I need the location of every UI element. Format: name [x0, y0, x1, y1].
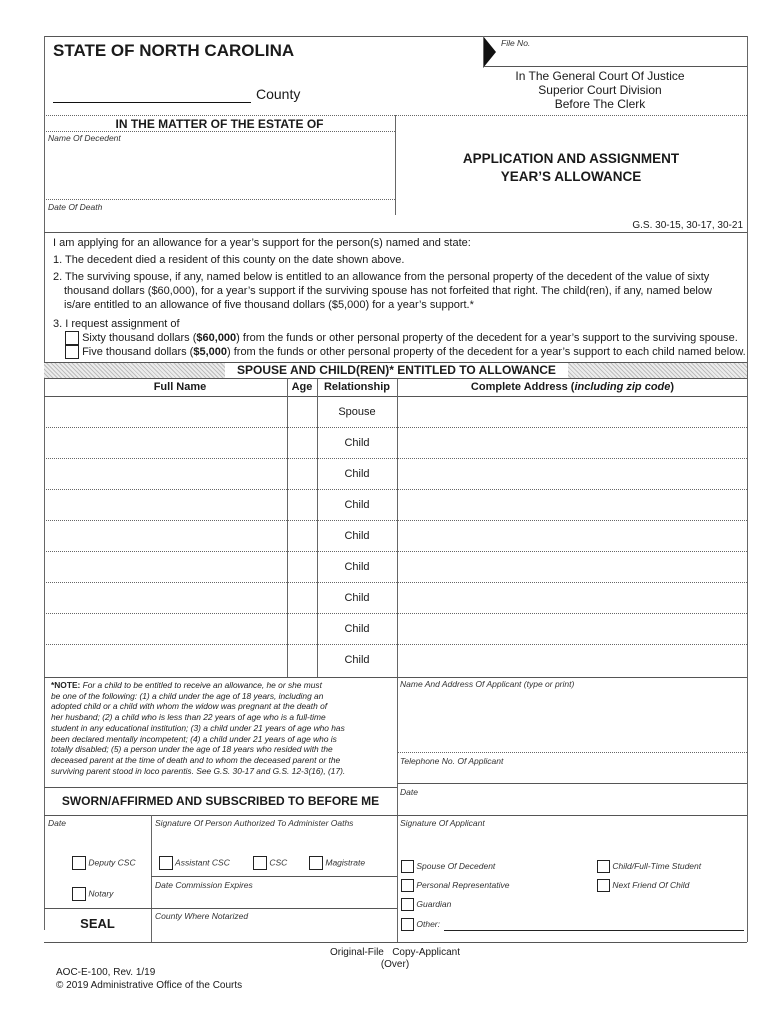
decedent-divider [44, 199, 395, 200]
body-top-line [44, 232, 747, 233]
name-cell[interactable] [44, 614, 287, 645]
sig-divider [397, 815, 747, 816]
sworn-heading: SWORN/AFFIRMED AND SUBSCRIBED TO BEFORE ME [61, 794, 380, 808]
role-spouse-label: Spouse Of Decedent [416, 860, 496, 871]
name-cell[interactable] [44, 397, 287, 428]
role-personal-rep-checkbox[interactable] [401, 879, 414, 892]
name-cell[interactable] [44, 552, 287, 583]
table-row [44, 521, 747, 552]
court-line-1: In The General Court Of Justice [515, 69, 685, 83]
role-spouse [401, 860, 495, 873]
relationship-cell: Child [344, 592, 370, 604]
age-cell[interactable] [287, 583, 317, 614]
option-60000 [65, 331, 738, 345]
county-label: County [256, 86, 301, 102]
decedent-name-field[interactable] [48, 144, 388, 196]
option-5000 [65, 345, 746, 359]
role-guardian [401, 898, 451, 911]
file-no-bottom-line [483, 66, 747, 67]
csc-label: CSC [269, 857, 288, 868]
table-row [44, 645, 747, 676]
title-notary [72, 887, 113, 901]
address-cell[interactable] [397, 521, 747, 552]
col-age: Age [291, 381, 313, 393]
note-line-9: surviving parent stood in loco parentis. See G.S. 30-17 and G.S. 12-3(16), (17). [51, 765, 346, 776]
option-5000-checkbox[interactable] [65, 345, 79, 359]
table-row [44, 397, 747, 428]
role-spouse-checkbox[interactable] [401, 860, 414, 873]
col-address [398, 381, 747, 393]
date-divider [397, 783, 747, 784]
col-address-a: Complete Address ( [470, 381, 575, 393]
note-line-8: deceased parent at the time of death and to whom the deceased parent or the [51, 754, 341, 765]
role-personal-rep-label: Personal Representative [416, 879, 510, 890]
age-cell[interactable] [287, 428, 317, 459]
relationship-cell: Child [344, 468, 370, 480]
form-title [405, 150, 737, 186]
table-row [44, 614, 747, 645]
option-5000-text-a: Five thousand dollars ( [82, 346, 194, 358]
seal-label: SEAL [80, 916, 115, 931]
role-next-friend-checkbox[interactable] [597, 879, 610, 892]
col-address-zip: including zip code [574, 381, 671, 393]
death-date-field[interactable] [48, 213, 388, 231]
name-cell[interactable] [44, 459, 287, 490]
col-relationship: Relationship [323, 381, 390, 393]
age-cell[interactable] [287, 490, 317, 521]
court-line-2: Superior Court Division [538, 83, 662, 97]
relationship-cell: Child [344, 437, 370, 449]
role-next-friend-label: Next Friend Of Child [612, 879, 690, 890]
notary-checkbox[interactable] [72, 887, 86, 901]
item-2-line-1: 2. The surviving spouse, if any, named below is entitled to an allowance from the personal property of the decedent of the value of sixty [53, 271, 710, 283]
header-middle-divider [395, 115, 396, 215]
age-cell[interactable] [287, 552, 317, 583]
county-blank[interactable] [53, 102, 251, 103]
age-cell[interactable] [287, 614, 317, 645]
name-cell[interactable] [44, 521, 287, 552]
title-deputy-csc [72, 856, 136, 870]
note-line-2: be one of the following: (1) a child under the age of 18 years, including an [51, 690, 324, 701]
address-cell[interactable] [397, 397, 747, 428]
seal-top-line [44, 908, 397, 909]
item-1: 1. The decedent died a resident of this county on the date shown above. [53, 254, 405, 266]
oath-signature-label: Signature Of Person Authorized To Administer Oaths [155, 818, 354, 828]
applicant-signature-field[interactable] [400, 829, 743, 853]
matter-heading: IN THE MATTER OF THE ESTATE OF [115, 117, 324, 131]
commission-top-line [151, 876, 397, 877]
relationship-cell: Child [344, 654, 370, 666]
bottom-border [44, 942, 747, 943]
title-csc [253, 856, 287, 870]
form-footer [56, 966, 242, 992]
item-2-line-3: is/are entitled to an allowance of five thousand dollars ($5,000) for a year’s support.* [64, 299, 474, 311]
relationship-cell: Child [344, 530, 370, 542]
note-line-1 [51, 680, 395, 691]
file-no-arrow-icon [483, 36, 496, 68]
deputy-csc-label: Deputy CSC [88, 857, 136, 868]
address-cell[interactable] [397, 645, 747, 676]
over-note: (Over) [380, 959, 410, 970]
deputy-csc-checkbox[interactable] [72, 856, 86, 870]
option-60000-checkbox[interactable] [65, 331, 79, 345]
table-row [44, 428, 747, 459]
col-full-name: Full Name [153, 381, 207, 393]
eligibility-note [51, 680, 395, 776]
applicant-name-address-field[interactable] [400, 690, 743, 750]
note-line-1-text: For a child to be entitled to receive an allowance, he or she must [80, 680, 322, 690]
note-line-4: her husband; (2) a child who is less than 22 years of age who is a full-time [51, 712, 326, 723]
sworn-date-label: Date [48, 818, 66, 828]
item-2-line-2: thousand dollars ($60,000), for a year’s support if the surviving spouse has not forfeited that right. The child(ren), if any, named below [64, 285, 712, 297]
csc-checkbox[interactable] [253, 856, 267, 870]
form-title-line-2: YEAR’S ALLOWANCE [500, 169, 642, 184]
title-magistrate [309, 856, 365, 870]
address-cell[interactable] [397, 459, 747, 490]
option-5000-text-b: ) from the funds or other personal property of the decedent for a year’s support to each child named below. [227, 346, 746, 358]
applicant-signature-label: Signature Of Applicant [400, 818, 485, 828]
age-cell[interactable] [287, 397, 317, 428]
role-next-friend [597, 879, 689, 892]
commission-label: Date Commission Expires [155, 880, 253, 890]
death-date-label: Date Of Death [48, 202, 103, 212]
note-top-line [44, 677, 747, 678]
title-assistant-csc [159, 856, 230, 870]
applicant-name-address-label: Name And Address Of Applicant (type or print) [400, 679, 575, 689]
address-cell[interactable] [397, 552, 747, 583]
age-cell[interactable] [287, 459, 317, 490]
note-bold: *NOTE: [51, 680, 81, 690]
role-guardian-checkbox[interactable] [401, 898, 414, 911]
table-row [44, 552, 747, 583]
court-block [470, 69, 730, 111]
address-cell[interactable] [397, 490, 747, 521]
col-address-c: ) [670, 381, 675, 393]
relationship-cell: Child [344, 499, 370, 511]
name-cell[interactable] [44, 645, 287, 676]
role-child-student [597, 860, 701, 873]
table-top-line [44, 362, 747, 363]
phone-field[interactable] [400, 767, 743, 781]
form-number: AOC-E-100, Rev. 1/19 [56, 967, 156, 978]
notary-label: Notary [88, 888, 114, 899]
option-60000-text-a: Sixty thousand dollars ( [82, 332, 197, 344]
note-line-5: student in any educational institution; (3) a child under 21 years of age who has [51, 722, 345, 733]
statute-ref: G.S. 30-15, 30-17, 30-21 [632, 220, 743, 231]
copies-distribution: Original-File Copy-Applicant [329, 947, 461, 958]
option-60000-text-b: ) from the funds or other personal property of the decedent for a year’s support to the surviving spouse. [236, 332, 738, 344]
state-title: STATE OF NORTH CAROLINA [53, 41, 295, 60]
assistant-csc-label: Assistant CSC [175, 857, 230, 868]
file-no-label: File No. [501, 38, 531, 48]
table-row [44, 583, 747, 614]
note-line-7: totally disabled; (5) a person under the age of 18 years who resided with the [51, 744, 333, 755]
option-5000-amount: $5,000 [193, 346, 227, 358]
name-cell[interactable] [44, 490, 287, 521]
role-other [401, 918, 440, 931]
intro-text: I am applying for an allowance for a year’s support for the person(s) named and state: [53, 237, 471, 249]
court-line-3: Before The Clerk [554, 97, 646, 111]
item-3: 3. I request assignment of [53, 318, 180, 330]
file-no-divider [483, 36, 484, 66]
applicant-date-field[interactable] [400, 798, 743, 812]
sworn-col-divider [151, 815, 152, 942]
magistrate-checkbox[interactable] [309, 856, 323, 870]
assistant-csc-checkbox[interactable] [159, 856, 173, 870]
top-border [44, 36, 747, 37]
magistrate-label: Magistrate [325, 857, 366, 868]
role-child-student-checkbox[interactable] [597, 860, 610, 873]
commission-field[interactable] [155, 891, 393, 905]
relationship-cell: Child [344, 623, 370, 635]
address-cell[interactable] [397, 614, 747, 645]
name-cell[interactable] [44, 583, 287, 614]
copyright: © 2019 Administrative Office of the Courts [56, 980, 243, 991]
address-cell[interactable] [397, 583, 747, 614]
relationship-cell: Child [344, 561, 370, 573]
oath-signature-field[interactable] [155, 829, 393, 851]
age-cell[interactable] [287, 645, 317, 676]
role-child-student-label: Child/Full-Time Student [612, 860, 702, 871]
relationship-cell: Spouse [338, 406, 376, 418]
table-row [44, 459, 747, 490]
applicant-date-label: Date [400, 787, 418, 797]
option-60000-amount: $60,000 [196, 332, 237, 344]
decedent-label: Name Of Decedent [48, 133, 121, 143]
role-guardian-label: Guardian [416, 898, 452, 909]
table-heading: SPOUSE AND CHILD(REN)* ENTITLED TO ALLOWANCE [225, 362, 568, 378]
sworn-heading-line [44, 815, 397, 816]
notary-county-field[interactable] [155, 922, 393, 938]
address-cell[interactable] [397, 428, 747, 459]
role-personal-rep [401, 879, 509, 892]
note-line-3: adopted child or a child with whom the widow was pregnant at the death of [51, 701, 328, 712]
sworn-top-line [44, 787, 397, 788]
note-line-6: been declared mentally incompetent; (4) a child under 21 years of age who is [51, 733, 337, 744]
phone-label: Telephone No. Of Applicant [400, 756, 504, 766]
table-row [44, 490, 747, 521]
role-other-label: Other: [416, 918, 440, 929]
notary-county-label: County Where Notarized [155, 911, 249, 921]
matter-divider [44, 131, 395, 132]
phone-divider [397, 752, 747, 753]
form-title-line-1: APPLICATION AND ASSIGNMENT [462, 151, 680, 166]
table-heading-line [44, 378, 747, 379]
role-other-checkbox[interactable] [401, 918, 414, 931]
copies-block [285, 947, 505, 971]
item-2 [53, 270, 743, 312]
right-border [747, 36, 748, 942]
role-other-field[interactable] [444, 930, 744, 931]
age-cell[interactable] [287, 521, 317, 552]
sworn-date-field[interactable] [48, 829, 148, 851]
name-cell[interactable] [44, 428, 287, 459]
